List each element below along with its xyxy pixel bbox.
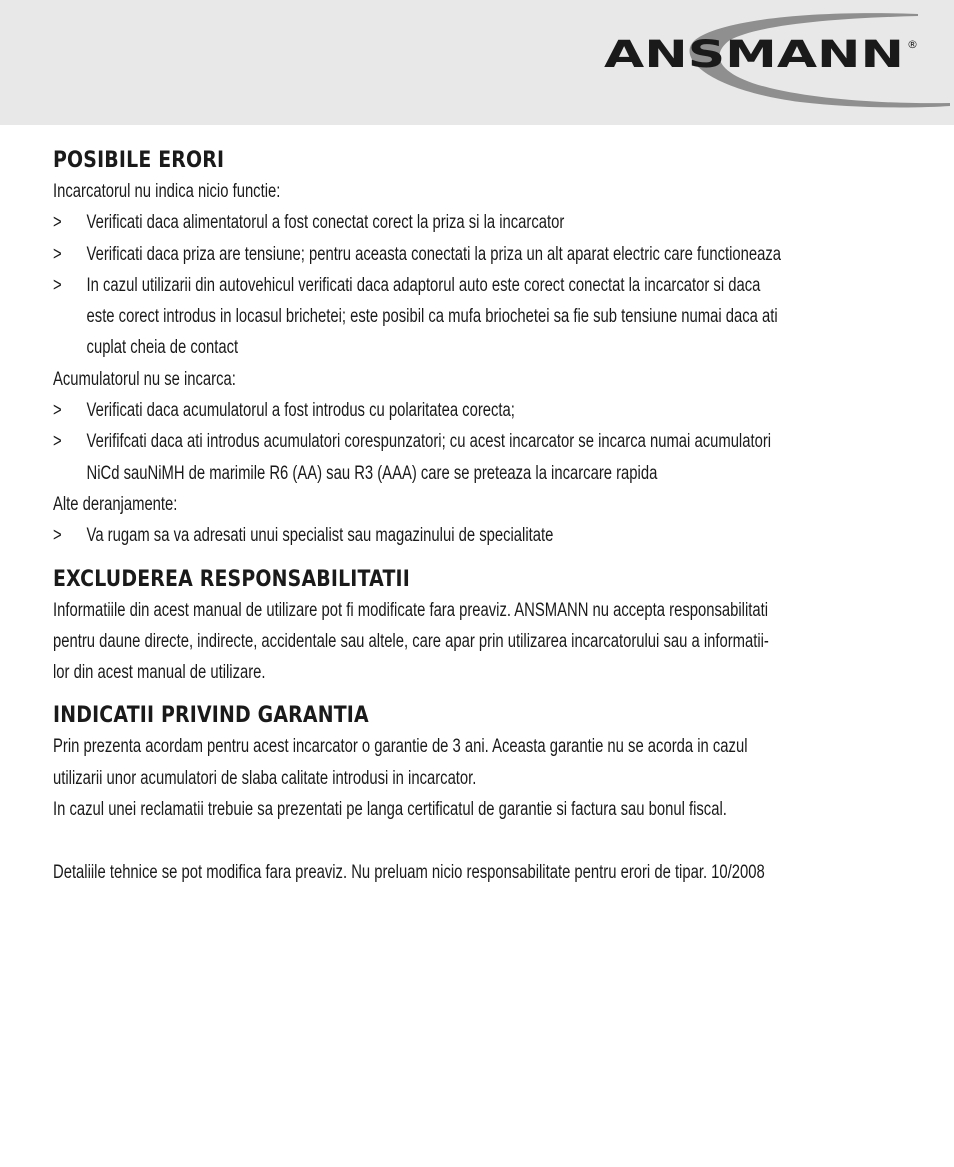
list-item: > Verificati daca alimentatorul a fost conectat corect la priza si la incarcator [53,207,945,238]
list-item: > Verififcati daca ati introdus acumulatori corespunzatori; cu acest incarcator se incarca numai acumulatori [53,426,945,457]
footer-note: Detaliile tehnice se pot modifica fara preaviz. Nu preluam nicio responsabilitate pentru erori de tipar. 10/2008 [53,862,765,884]
bullet-marker: > [53,525,62,547]
bullet-marker: > [53,243,62,265]
bullet-marker: > [53,400,62,422]
paragraph-line: lor din acest manual de utilizare. [53,662,266,684]
paragraph-line: In cazul unei reclamatii trebuie sa prezentati pe langa certificatul de garantie si factura sau bonul fiscal. [53,799,727,821]
logo-wordmark: ANSMANN [604,33,904,76]
ansmann-logo [600,10,950,110]
section-title-warranty: INDICATII PRIVIND GARANTIA [53,703,369,729]
logo-registered-mark: ® [907,38,918,51]
bullet-marker: > [53,431,62,453]
group-label: Incarcatorul nu indica nicio functie: [53,181,281,202]
list-item-continuation: cuplat cheia de contact [86,337,239,359]
group-label: Acumulatorul nu se incarca: [53,368,236,390]
paragraph-line: Prin prezenta acordam pentru acest incarcator o garantie de 3 ani. Aceasta garantie nu se acorda in cazul [53,736,748,758]
section-title-disclaimer: EXCLUDEREA RESPONSABILITATII [53,566,410,592]
list-item: > Va rugam sa va adresati unui specialist sau magazinului de specialitate [53,520,945,551]
paragraph-line: utilizarii unor acumulatori de slaba calitate introdusi in incarcator. [53,767,477,789]
paragraph-line: pentru daune directe, indirecte, accidentale sau altele, care apar prin utilizarea incarcatorului sau a informatii- [53,630,769,652]
paragraph-line: Informatiile din acest manual de utilizare pot fi modificate fara preaviz. ANSMANN nu accepta responsabilitati [53,599,769,621]
group-label: Alte deranjamente: [53,493,178,515]
list-item: > In cazul utilizarii din autovehicul verificati daca adaptorul auto este corect conectat la incarcator si daca [53,270,945,301]
bullet-marker: > [53,274,62,296]
list-item: > Verificati daca acumulatorul a fost introdus cu polaritatea corecta; [53,395,945,426]
document-body [53,145,913,889]
list-item-continuation: NiCd sauNiMH de marimile R6 (AA) sau R3 (AAA) care se preteaza la incarcare rapida [86,462,658,484]
list-item-continuation: este corect introdus in locasul brichetei; este posibil ca mufa briochetei sa fie sub tensiune numai daca ati [86,306,778,328]
list-item: > Verificati daca priza are tensiune; pentru aceasta conectati la priza un alt aparat electric care functioneaza [53,239,945,270]
bullet-marker: > [53,212,62,234]
section-title-possible-errors: POSIBILE ERORI [53,148,225,173]
